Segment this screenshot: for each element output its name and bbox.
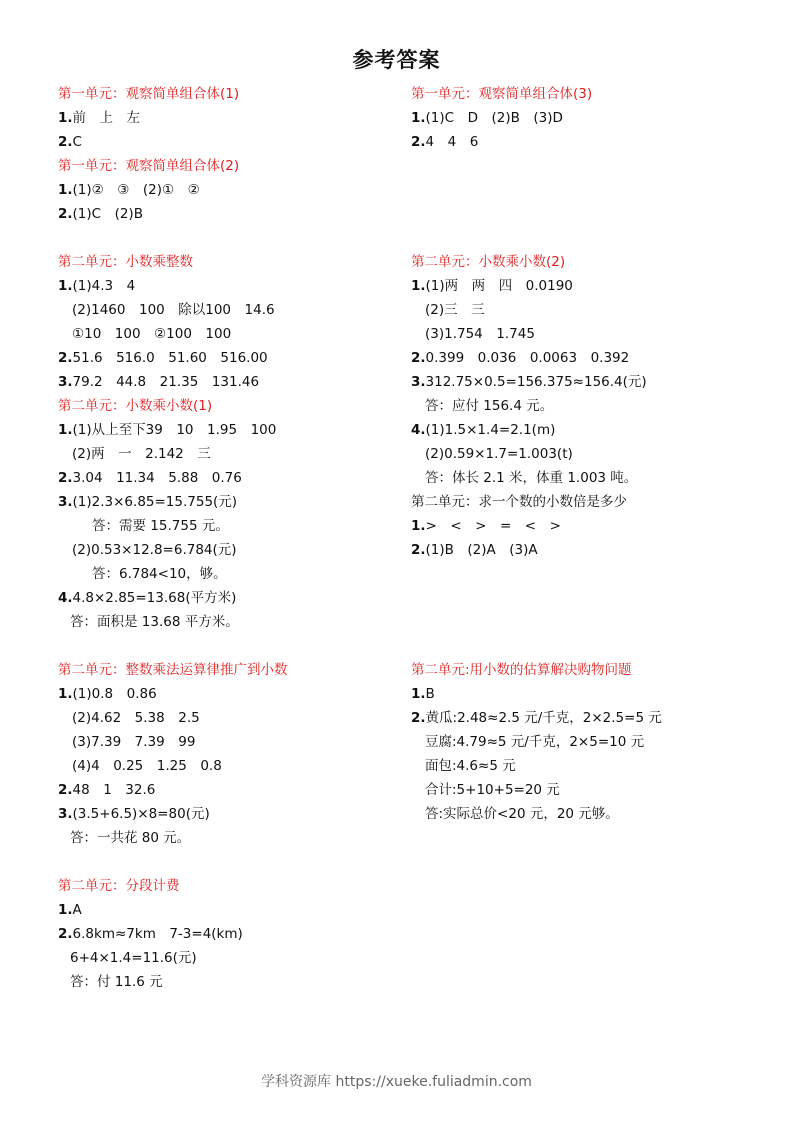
line-text: 前 上 左 <box>72 110 141 126</box>
line-text: 第一单元：观察简单组合体(1) <box>58 86 240 102</box>
section-heading <box>58 85 239 103</box>
answer-line <box>58 805 210 823</box>
answer-line <box>72 733 195 751</box>
question-number: 1. <box>411 686 426 702</box>
footer-watermark: 学科资源库 https://xueke.fuliadmin.com <box>261 1074 532 1090</box>
answer-line <box>58 925 243 943</box>
answer-line <box>411 349 629 367</box>
line-text: (3)7.39 7.39 99 <box>72 734 196 750</box>
answer-line <box>70 973 163 991</box>
question-number: 3. <box>58 806 73 822</box>
line-text: 第二单元:用小数的估算解决购物问题 <box>411 662 632 678</box>
line-text: 312.75×0.5=156.375≈156.4(元) <box>425 374 647 390</box>
line-text: (1)4.3 4 <box>72 278 136 294</box>
answer-line <box>425 469 637 487</box>
section-heading <box>411 661 632 679</box>
line-text: 答：6.784<10，够。 <box>92 566 227 582</box>
answer-line <box>58 109 140 127</box>
answer-line <box>425 397 553 415</box>
line-text: 第一单元：观察简单组合体(3) <box>411 86 593 102</box>
answer-line <box>425 805 619 823</box>
line-text: 6+4×1.4=11.6(元) <box>70 950 197 966</box>
answer-line <box>70 829 190 847</box>
line-text: (1)B (2)A (3)A <box>425 542 538 558</box>
line-text: 面包:4.6≈5 元 <box>425 758 516 774</box>
section-heading <box>58 661 288 679</box>
line-text: (2)0.59×1.7=1.003(t) <box>425 446 573 462</box>
line-text: (4)4 0.25 1.25 0.8 <box>72 758 222 774</box>
answer-line <box>70 949 197 967</box>
question-number: 2. <box>58 206 73 222</box>
page-title: 参考答案 <box>352 48 441 72</box>
line-text: (1)C D (2)B (3)D <box>425 110 563 126</box>
line-text: (1)1.5×1.4=2.1(m) <box>425 422 556 438</box>
line-text: 答：面积是 13.68 平方米。 <box>70 614 239 630</box>
question-number: 1. <box>58 902 73 918</box>
answer-line <box>411 493 627 511</box>
section-heading <box>58 253 193 271</box>
line-text: 4 4 6 <box>425 134 479 150</box>
line-text: 第二单元：小数乘整数 <box>58 254 193 270</box>
answer-line <box>72 709 200 727</box>
answer-line <box>72 757 222 775</box>
answer-line <box>72 541 237 559</box>
answer-line <box>58 421 276 439</box>
question-number: 2. <box>58 926 73 942</box>
line-text: (2)4.62 5.38 2.5 <box>72 710 200 726</box>
answer-line <box>58 901 82 919</box>
line-text: ①10 100 ②100 100 <box>72 326 232 342</box>
line-text: 答：需要 15.755 元。 <box>92 518 229 534</box>
answer-line <box>411 133 478 151</box>
line-text: 第二单元：小数乘小数(2) <box>411 254 566 270</box>
question-number: 1. <box>58 422 73 438</box>
answer-line <box>411 277 573 295</box>
section-heading <box>58 877 180 895</box>
line-text: (1)C (2)B <box>72 206 143 222</box>
answer-line <box>411 373 647 391</box>
question-number: 4. <box>411 422 426 438</box>
line-text: 51.6 516.0 51.60 516.00 <box>72 350 268 366</box>
answer-line <box>58 589 236 607</box>
line-text: A <box>72 902 82 918</box>
question-number: 1. <box>58 182 73 198</box>
answer-line <box>411 421 555 439</box>
answer-line <box>58 133 82 151</box>
question-number: 2. <box>58 470 73 486</box>
answer-line <box>425 325 535 343</box>
line-text: (1)2.3×6.85=15.755(元) <box>72 494 238 510</box>
answer-line <box>58 685 157 703</box>
answer-line <box>72 301 275 319</box>
line-text: (1)0.8 0.86 <box>72 686 157 702</box>
line-text: C <box>72 134 82 150</box>
section-heading <box>411 253 565 271</box>
line-text: (2)0.53×12.8=6.784(元) <box>72 542 237 558</box>
answer-line <box>411 709 662 727</box>
line-text: (1)② ③ (2)① ② <box>72 182 200 198</box>
section-heading <box>58 157 239 175</box>
line-text: 第一单元：观察简单组合体(2) <box>58 158 240 174</box>
line-text: 豆腐:4.79≈5 元/千克，2×5=10 元 <box>425 734 645 750</box>
answer-line <box>58 205 143 223</box>
answer-line <box>411 517 561 535</box>
line-text: 答:实际总价<20 元，20 元够。 <box>425 806 619 822</box>
question-number: 2. <box>58 350 73 366</box>
answer-line <box>58 469 242 487</box>
answer-line <box>411 541 538 559</box>
question-number: 4. <box>58 590 73 606</box>
line-text: B <box>425 686 435 702</box>
question-number: 2. <box>411 134 426 150</box>
answer-line <box>92 565 227 583</box>
answer-line <box>92 517 229 535</box>
line-text: (2)三 三 <box>425 302 485 318</box>
answer-line <box>58 781 155 799</box>
question-number: 2. <box>411 710 426 726</box>
line-text: (3)1.754 1.745 <box>425 326 535 342</box>
question-number: 3. <box>58 374 73 390</box>
answer-line <box>70 613 239 631</box>
line-text: 0.399 0.036 0.0063 0.392 <box>425 350 630 366</box>
line-text: 3.04 11.34 5.88 0.76 <box>72 470 242 486</box>
line-text: 第二单元：求一个数的小数倍是多少 <box>411 494 627 510</box>
answer-line <box>425 445 573 463</box>
answer-line <box>58 493 237 511</box>
line-text: (2)1460 100 除以100 14.6 <box>72 302 275 318</box>
line-text: 合计:5+10+5=20 元 <box>425 782 560 798</box>
line-text: 黄瓜:2.48≈2.5 元/千克，2×2.5=5 元 <box>425 710 662 726</box>
line-text: 第二单元：分段计费 <box>58 878 180 894</box>
question-number: 1. <box>411 518 426 534</box>
question-number: 1. <box>411 110 426 126</box>
question-number: 1. <box>58 110 73 126</box>
question-number: 3. <box>411 374 426 390</box>
line-text: > < > = < > <box>425 518 561 534</box>
line-text: 答：体长 2.1 米，体重 1.003 吨。 <box>425 470 638 486</box>
line-text: (3.5+6.5)×8=80(元) <box>72 806 210 822</box>
answer-line <box>58 277 135 295</box>
answer-line <box>425 733 644 751</box>
question-number: 2. <box>411 542 426 558</box>
question-number: 1. <box>58 686 73 702</box>
section-heading <box>411 85 592 103</box>
line-text: 79.2 44.8 21.35 131.46 <box>72 374 260 390</box>
line-text: 答：付 11.6 元 <box>70 974 163 990</box>
answer-line <box>411 685 435 703</box>
question-number: 2. <box>411 350 426 366</box>
section-heading <box>58 397 212 415</box>
line-text: 4.8×2.85=13.68(平方米) <box>72 590 237 606</box>
line-text: (1)从上至下39 10 1.95 100 <box>72 422 277 438</box>
answer-line <box>72 445 211 463</box>
line-text: 6.8km≈7km 7-3=4(km) <box>72 926 243 942</box>
question-number: 2. <box>58 782 73 798</box>
answer-line <box>411 109 563 127</box>
answer-line <box>425 301 485 319</box>
line-text: 第二单元：小数乘小数(1) <box>58 398 213 414</box>
line-text: 48 1 32.6 <box>72 782 156 798</box>
question-number: 1. <box>58 278 73 294</box>
line-text: 答：一共花 80 元。 <box>70 830 191 846</box>
line-text: (1)两 两 四 0.0190 <box>425 278 573 294</box>
answer-line <box>58 349 268 367</box>
answer-line <box>72 325 231 343</box>
question-number: 1. <box>411 278 426 294</box>
answer-line <box>58 181 200 199</box>
line-text: 答：应付 156.4 元。 <box>425 398 554 414</box>
line-text: 第二单元：整数乘法运算律推广到小数 <box>58 662 288 678</box>
answer-line <box>425 757 516 775</box>
question-number: 3. <box>58 494 73 510</box>
answer-line <box>425 781 560 799</box>
question-number: 2. <box>58 134 73 150</box>
line-text: (2)两 一 2.142 三 <box>72 446 211 462</box>
answer-line <box>58 373 259 391</box>
